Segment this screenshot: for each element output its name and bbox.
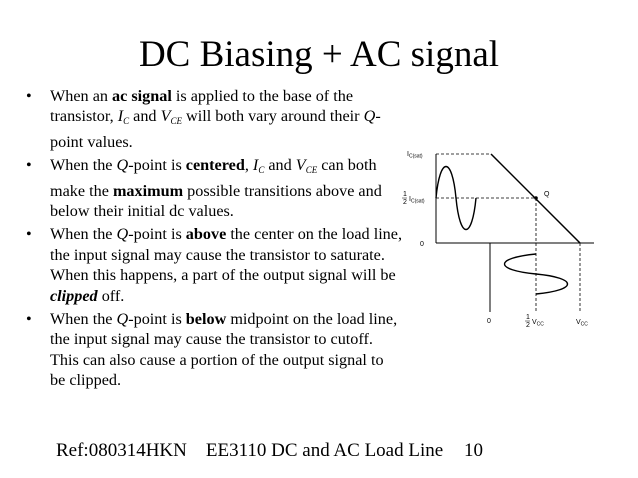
half-den-label: 2 — [403, 199, 407, 206]
text: the center on the load line, the input signal may cause the transistor to saturate. When this happens, a part of the output signal will be — [50, 225, 403, 285]
ic-sat-label: $I_{C(sat)}$ — [407, 151, 423, 160]
bold-text: ac signal — [112, 87, 172, 105]
load-line-diagram — [398, 142, 618, 342]
footer-course: EE3110 DC and AC Load Line — [205, 440, 444, 461]
half-num-label: 1 — [403, 191, 407, 198]
page-number: 10 — [464, 440, 483, 461]
half-vcc-den-label: 2 — [526, 322, 530, 329]
origin-x-label: 0 — [487, 318, 491, 325]
bold-text: maximum — [112, 181, 184, 200]
q-label: Q — [544, 191, 550, 198]
footer-ref: Ref:080314HKN — [56, 440, 187, 461]
slide-title: DC Biasing + AC signal — [138, 34, 500, 75]
text: will both vary around their — [181, 107, 364, 126]
text: When an — [50, 87, 113, 105]
symbol-v: V — [160, 107, 171, 126]
symbol-q: Q — [116, 156, 129, 175]
symbol-i: I — [252, 156, 259, 175]
bullet-above — [24, 224, 402, 306]
bullet-ac-signal — [24, 86, 402, 152]
text: off. — [97, 286, 125, 305]
text: -point is — [128, 156, 186, 175]
text: possible transitions above and below their initial dc values. — [50, 181, 382, 221]
text: -point is — [128, 310, 186, 329]
subscript: C — [258, 165, 265, 176]
text: and — [264, 156, 296, 175]
text: When the — [50, 225, 117, 244]
q-point — [534, 196, 538, 200]
symbol-q: Q — [116, 225, 129, 244]
slide-footer — [56, 440, 616, 462]
half-ic-sat-label: $I_{C(sat)}$ — [409, 196, 425, 205]
text: When the — [50, 310, 117, 329]
text: -point is — [128, 225, 186, 244]
symbol-q: Q — [363, 107, 376, 126]
symbol-q: Q — [116, 310, 129, 329]
bullet-below — [24, 309, 402, 391]
text: -point values. — [50, 107, 381, 151]
symbol-v: V — [295, 156, 306, 175]
vcc-label: $V_{CC}$ — [576, 319, 588, 328]
bold-italic-text: clipped — [50, 286, 98, 305]
bullet-centered — [24, 155, 402, 221]
bullet-list — [24, 86, 402, 394]
bold-text: above — [185, 225, 227, 244]
symbol-i: I — [117, 107, 124, 126]
subscript: CE — [170, 116, 182, 127]
half-vcc-num-label: 1 — [526, 314, 530, 321]
bold-text: centered — [185, 156, 245, 175]
text: midpoint on the load line, the input signal may cause the transistor to cutoff. This can also cause a portion of the output signal to be clipped. — [50, 310, 398, 390]
subscript: CE — [305, 165, 318, 176]
subscript: C — [123, 116, 130, 127]
bold-text: below — [185, 310, 227, 329]
text: and — [129, 107, 161, 126]
text: , — [244, 156, 253, 175]
text: is applied to the base of the transistor, — [50, 87, 354, 126]
origin-y-label: 0 — [420, 241, 424, 248]
text: can both make the — [50, 156, 377, 200]
half-vcc-label: $V_{CC}$ — [532, 319, 544, 328]
text: When the — [50, 156, 117, 175]
